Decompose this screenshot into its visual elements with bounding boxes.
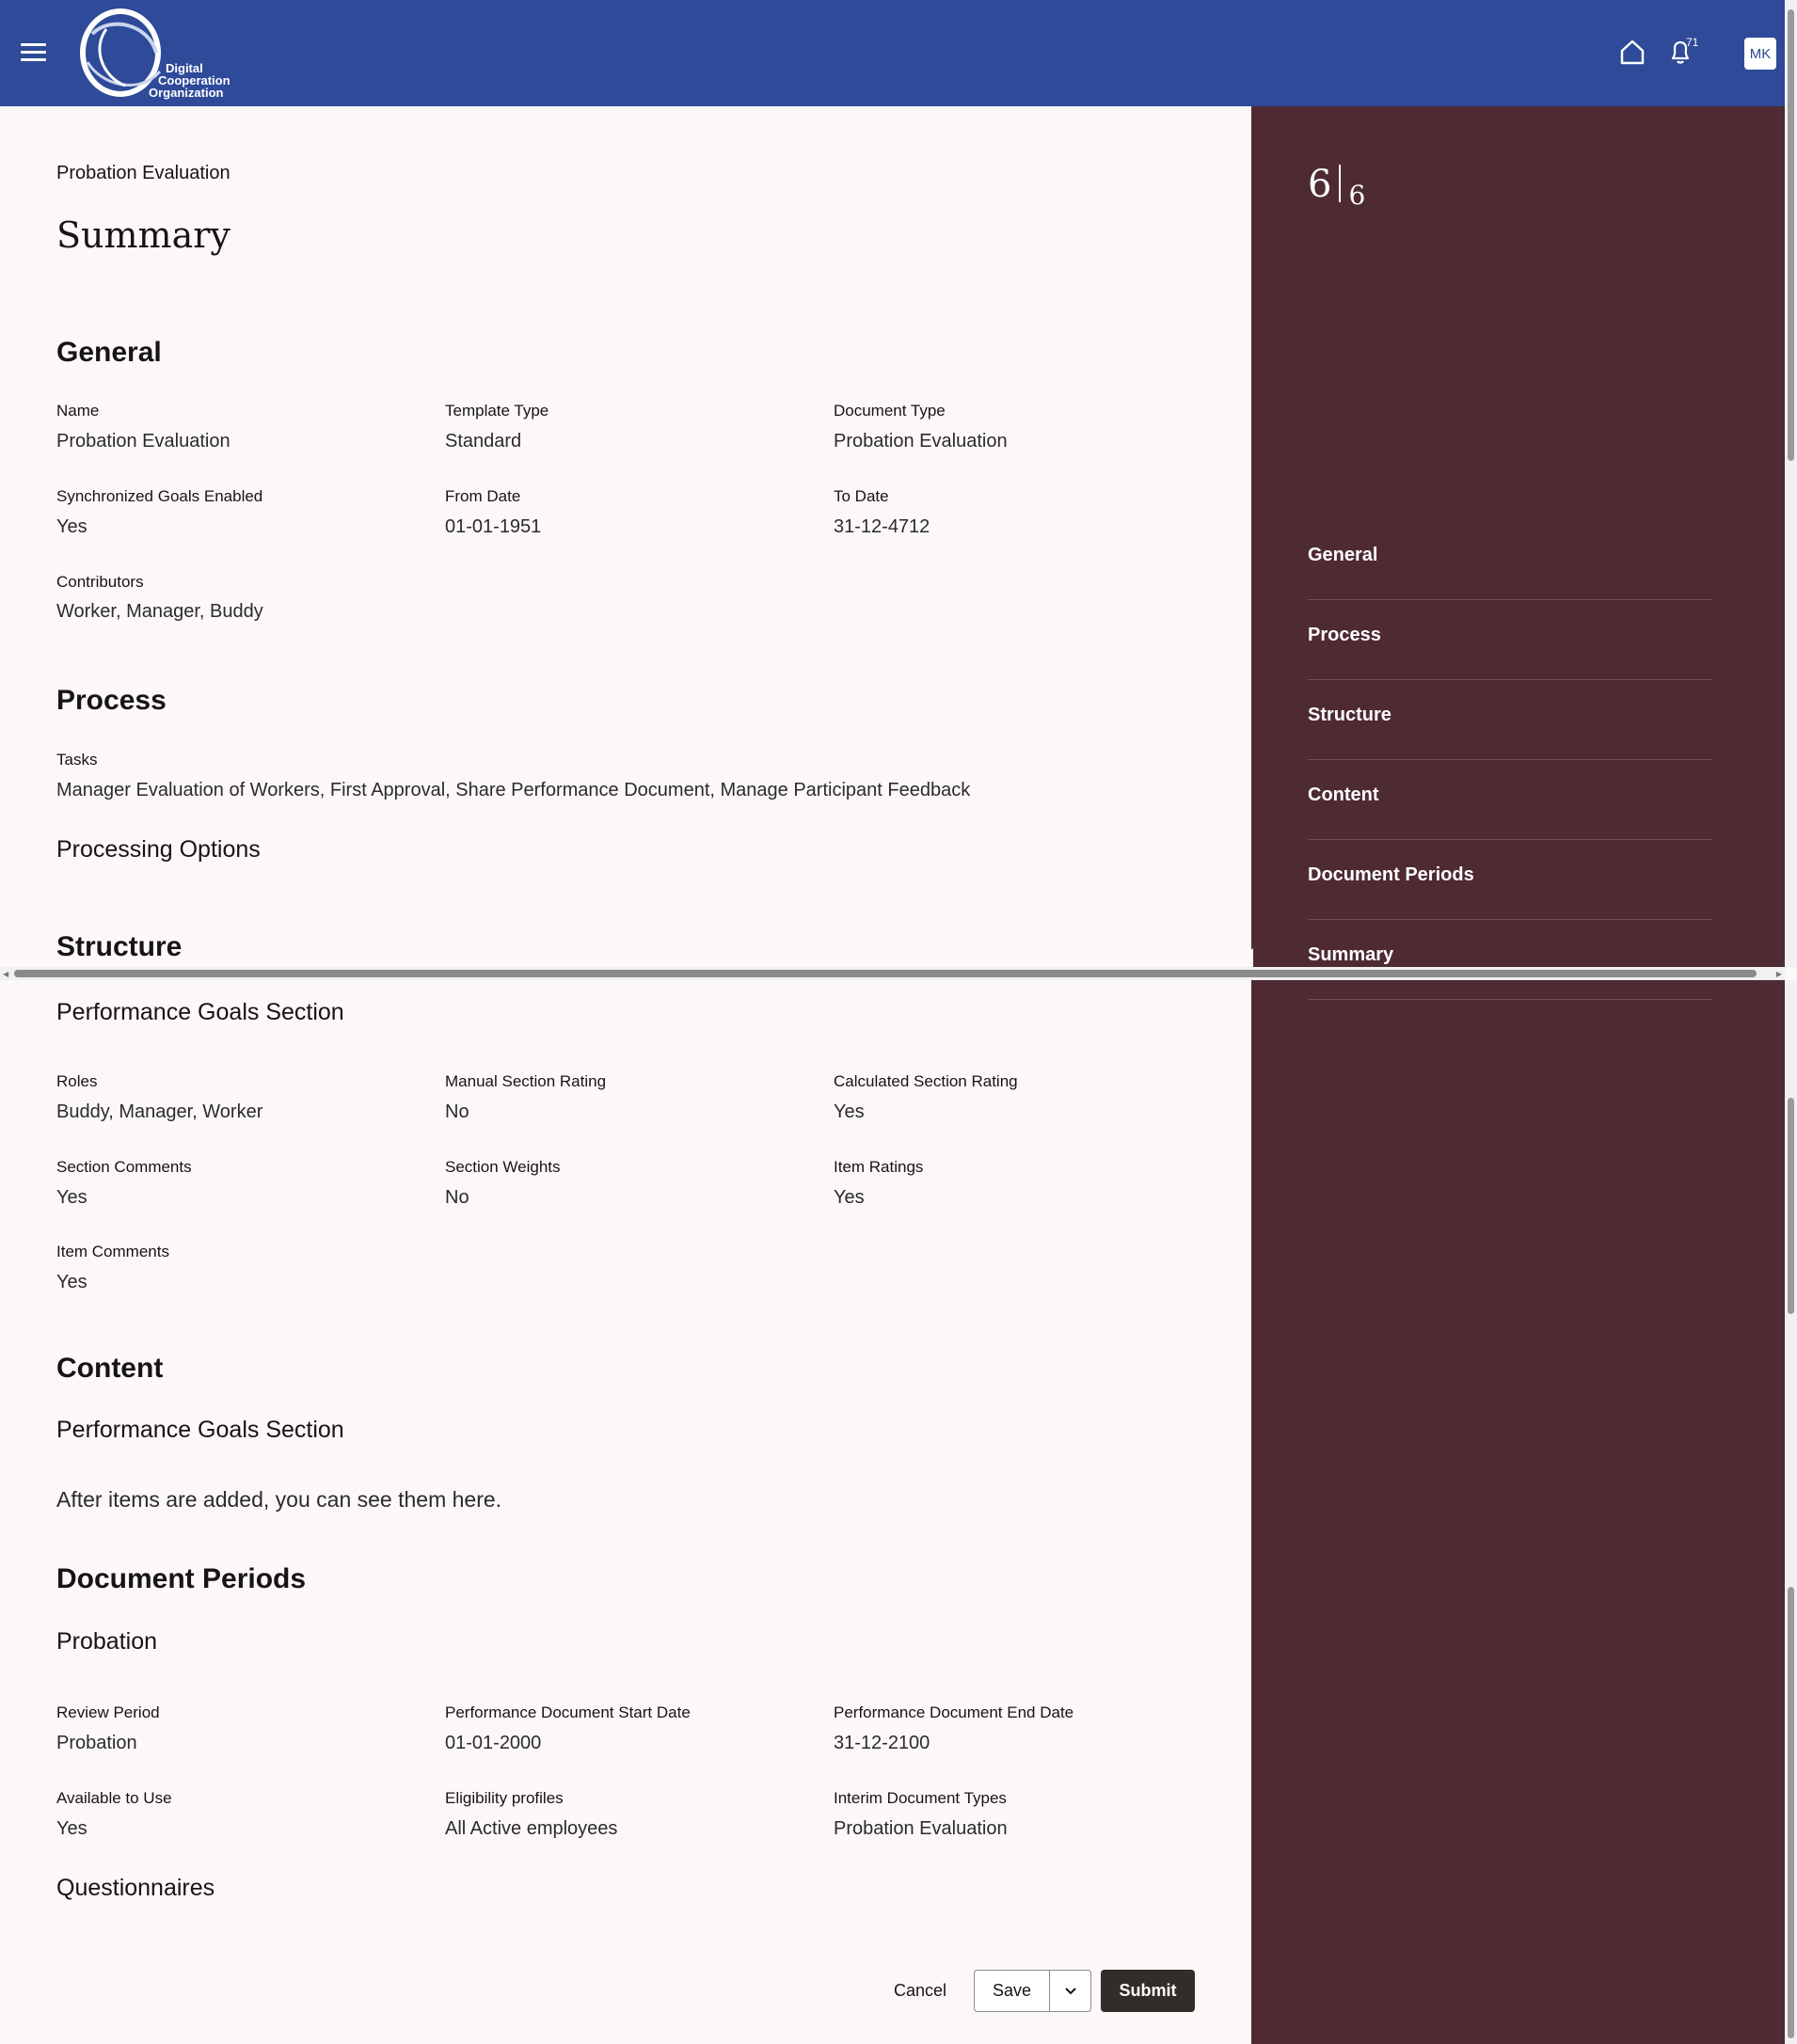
field-label: Interim Document Types: [834, 1789, 1007, 1807]
field-value: Buddy, Manager, Worker: [56, 1101, 263, 1122]
horizontal-scrollbar[interactable]: [0, 967, 1785, 980]
notification-count: 71: [1686, 36, 1699, 49]
nav-item-document-periods[interactable]: Document Periods: [1308, 840, 1712, 920]
top-bar: [0, 0, 1785, 106]
vertical-scrollbar-bottom[interactable]: [1785, 980, 1797, 2044]
vertical-scrollbar-top[interactable]: [1785, 0, 1797, 967]
field-value: 31-12-2100: [834, 1733, 930, 1753]
scroll-left-arrow-icon[interactable]: ◀: [3, 970, 9, 978]
field-label: Document Type: [834, 402, 946, 420]
logo-line-2: Cooperation: [158, 73, 231, 87]
chevron-down-icon: [1063, 1984, 1078, 1999]
field-label: Template Type: [445, 402, 549, 420]
structure-section-title: Performance Goals Section: [56, 999, 344, 1025]
field-label: Section Weights: [445, 1158, 561, 1176]
nav-item-content[interactable]: Content: [1308, 760, 1712, 840]
vertical-scroll-thumb[interactable]: [1788, 1098, 1794, 1314]
horizontal-scroll-thumb[interactable]: [14, 970, 1757, 977]
field-value: Worker, Manager, Buddy: [56, 601, 263, 622]
field-value: Probation Evaluation: [56, 431, 231, 452]
scroll-right-arrow-icon[interactable]: ▶: [1775, 970, 1782, 978]
content-empty-message: After items are added, you can see them here.: [56, 1487, 502, 1512]
general-heading: General: [56, 337, 162, 368]
process-heading: Process: [56, 685, 167, 716]
field-label: Roles: [56, 1072, 98, 1090]
field-label: Manual Section Rating: [445, 1072, 607, 1090]
field-value: Yes: [834, 1101, 865, 1122]
logo-text: [149, 62, 231, 99]
step-navigation: [1308, 520, 1712, 1000]
field-label: Performance Document End Date: [834, 1703, 1074, 1721]
field-value: Standard: [445, 431, 522, 452]
field-value: Probation: [56, 1733, 137, 1753]
field-value: No: [445, 1187, 469, 1208]
nav-item-structure[interactable]: Structure: [1308, 680, 1712, 760]
nav-item-summary[interactable]: Summary: [1308, 920, 1712, 1000]
field-label: Calculated Section Rating: [834, 1072, 1018, 1090]
current-step: 6: [1308, 163, 1332, 206]
logo-line-1: Digital: [166, 61, 203, 75]
field-label: Available to Use: [56, 1789, 172, 1807]
field-label: Name: [56, 402, 100, 420]
field-value: Yes: [56, 1272, 87, 1292]
field-value: 01-01-2000: [445, 1733, 542, 1753]
field-label: Performance Document Start Date: [445, 1703, 691, 1721]
period-title: Probation: [56, 1628, 158, 1655]
submit-button[interactable]: Submit: [1101, 1970, 1195, 2012]
step-divider: [1339, 165, 1341, 202]
save-button[interactable]: Save: [974, 1970, 1049, 2012]
field-label: Review Period: [56, 1703, 160, 1721]
field-value: Yes: [56, 1818, 87, 1839]
home-icon[interactable]: [1618, 38, 1646, 66]
step-indicator: [1308, 163, 1365, 211]
logo-line-3: Organization: [149, 86, 224, 100]
tasks-value: Manager Evaluation of Workers, First Approval, Share Performance Document, Manage Participant Feedback: [56, 780, 971, 800]
field-label: Item Comments: [56, 1243, 169, 1260]
field-value: Yes: [834, 1187, 865, 1208]
field-value: Probation Evaluation: [834, 431, 1008, 452]
hamburger-menu-icon[interactable]: [21, 43, 46, 62]
field-label: To Date: [834, 487, 889, 505]
tasks-label: Tasks: [56, 751, 98, 768]
field-label: Eligibility profiles: [445, 1789, 564, 1807]
field-value: Yes: [56, 1187, 87, 1208]
questionnaires-heading: Questionnaires: [56, 1875, 215, 1901]
field-label: Synchronized Goals Enabled: [56, 487, 263, 505]
field-value: Yes: [56, 516, 87, 537]
field-value: Probation Evaluation: [834, 1818, 1008, 1839]
user-avatar[interactable]: MK: [1744, 38, 1776, 70]
nav-item-general[interactable]: General: [1308, 520, 1712, 600]
vertical-scroll-thumb[interactable]: [1788, 9, 1794, 461]
vertical-scroll-thumb[interactable]: [1788, 1587, 1794, 2038]
field-value: No: [445, 1101, 469, 1122]
field-value: 31-12-4712: [834, 516, 930, 537]
organization-logo[interactable]: [73, 6, 243, 100]
page-title: Summary: [56, 214, 231, 256]
processing-options-heading: Processing Options: [56, 836, 261, 863]
field-label: Contributors: [56, 573, 144, 591]
field-value: All Active employees: [445, 1818, 618, 1839]
field-label: Item Ratings: [834, 1158, 924, 1176]
train-side-panel: [1251, 106, 1785, 2044]
content-heading: Content: [56, 1353, 164, 1384]
page-subtitle: Probation Evaluation: [56, 163, 231, 183]
field-value: 01-01-1951: [445, 516, 542, 537]
content-section-title: Performance Goals Section: [56, 1417, 344, 1443]
structure-heading: Structure: [56, 931, 183, 962]
field-label: Section Comments: [56, 1158, 192, 1176]
cancel-button[interactable]: Cancel: [893, 1981, 947, 2000]
total-steps: 6: [1348, 180, 1366, 211]
nav-item-process[interactable]: Process: [1308, 600, 1712, 680]
document-periods-heading: Document Periods: [56, 1563, 307, 1594]
field-label: From Date: [445, 487, 521, 505]
save-options-button[interactable]: [1049, 1970, 1091, 2012]
